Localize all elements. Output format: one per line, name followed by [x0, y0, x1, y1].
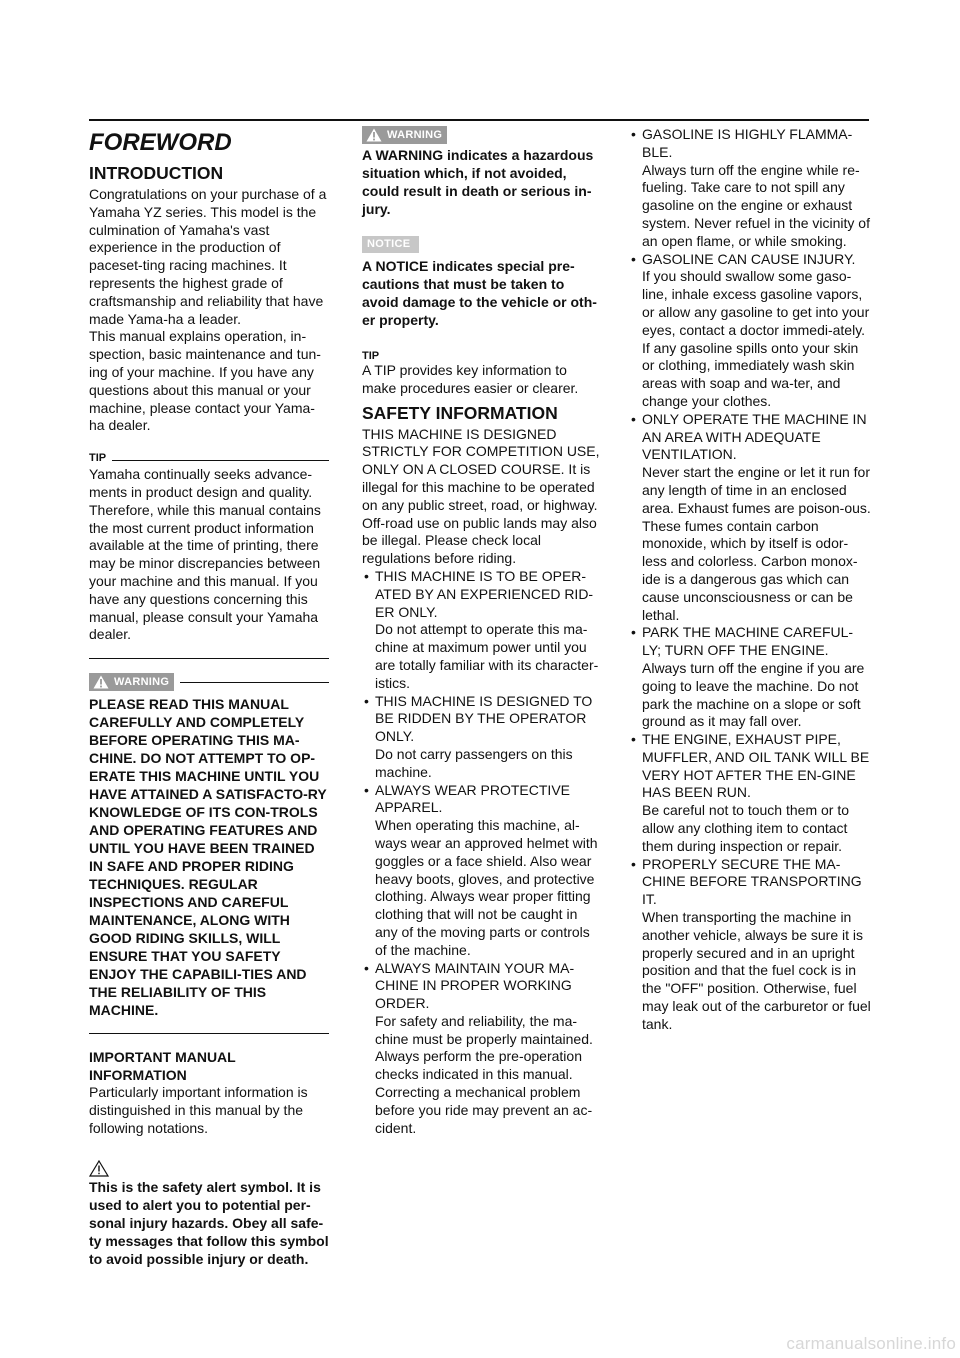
list-item-body: Never start the engine or let it run for any length of time in an enclosed area. Exhaust fumes are poison-ous. These fumes contain carbon monoxide, which by itself is odor-less and colorless. Carbon monox-ide is a dangerous gas which can cause unconsciousness or can be lethal.	[642, 464, 871, 623]
watermark-link[interactable]: carmanualsonline.info	[786, 1334, 956, 1353]
list-item	[629, 411, 871, 625]
list-item-head: • THIS MACHINE IS TO BE OPER-ATED BY AN EXPERIENCED RID-ER ONLY.	[375, 567, 594, 620]
warning-badge-label: WARNING	[114, 676, 170, 689]
tip-label: TIP	[89, 452, 107, 465]
tip-end-rule	[89, 658, 329, 659]
list-item-body: When transporting the machine in another vehicle, always be sure it is properly secured and in an upright position and that the fuel cock is in the "OFF" position. Otherwise, fuel may leak out of the carburetor or fuel tank.	[642, 909, 871, 1032]
tip-definition: A TIP provides key information to make procedures easier or clearer.	[362, 362, 579, 396]
tip-text: Yamaha continually seeks advance-ments in product design and quality. Therefore, while this manual contains the most current product information available at the time of printing, there may be minor discrepancies between your machine and this manual. If you have any questions concerning this manual, please consult your Yamaha dealer.	[89, 466, 321, 643]
introduction-paragraph-1: Congratulations on your purchase of a Yamaha YZ series. This model is the culmination of Yamaha's vast experience in the production of paceset-ting racing machines. It represents the highest grade of craftsmanship and reliability that have made Yama-ha a leader.	[89, 186, 327, 327]
warning-text: PLEASE READ THIS MANUAL CAREFULLY AND COMPLETELY BEFORE OPERATING THIS MA-CHINE. DO NOT ATTEMPT TO OP-ERATE THIS MACHINE UNTIL YOU HAVE ATTAINED A SATISFACTO-RY KNOWLEDGE OF ITS CON-TROLS AND OPERATING FEATURES AND UNTIL YOU HAVE BEEN TRAINED IN SAFE AND PROPER RIDING TECHNIQUES. REGULAR INSPECTIONS AND CAREFUL MAINTENANCE, ALONG WITH GOOD RIDING SKILLS, WILL ENSURE THAT YOU SAFETY ENJOY THE CAPABILI-TIES AND THE RELIABILITY OF THIS MACHINE.	[89, 696, 327, 1019]
list-item-head: • GASOLINE CAN CAUSE INJURY.	[642, 250, 856, 267]
important-manual-text: Particularly important information is distinguished in this manual by the following notations.	[89, 1084, 308, 1136]
notice-badge: NOTICE	[362, 236, 419, 253]
list-item-head: • PROPERLY SECURE THE MA-CHINE BEFORE TRANSPORTING IT.	[642, 855, 862, 908]
list-item	[629, 624, 871, 731]
warning-rule	[180, 682, 329, 683]
list-item-body: For safety and reliability, the ma-chine must be properly maintained. Always perform the pre-operation checks indicated in this manual. Correcting a mechanical problem before you ride may prevent an ac-cident.	[375, 1012, 593, 1136]
column-right	[629, 126, 871, 1034]
top-rule	[89, 119, 869, 121]
introduction-heading: INTRODUCTION	[89, 163, 224, 183]
safety-list-right	[629, 126, 871, 1034]
list-item-head: • ALWAYS MAINTAIN YOUR MA-CHINE IN PROPER WORKING ORDER.	[375, 959, 575, 1012]
list-item	[362, 693, 602, 782]
notice-definition: A NOTICE indicates special pre-cautions that must be taken to avoid damage to the vehicle or oth-er property.	[362, 258, 597, 328]
list-item	[629, 251, 871, 411]
list-item	[362, 782, 602, 960]
list-item-body: Always turn off the engine if you are going to leave the machine. Do not park the machine on a slope or soft ground as it may fall over.	[642, 659, 865, 730]
list-item	[629, 126, 871, 251]
list-item-body: Do not carry passengers on this machine.	[375, 745, 573, 780]
list-item	[362, 568, 602, 693]
list-item-head: • THE ENGINE, EXHAUST PIPE, MUFFLER, AND OIL TANK WILL BE VERY HOT AFTER THE EN-GINE HAS BEEN RUN.	[642, 731, 870, 801]
list-item-head: • PARK THE MACHINE CAREFUL-LY; TURN OFF THE ENGINE.	[642, 624, 854, 659]
introduction-paragraph-2: This manual explains operation, in-spection, basic maintenance and tun-ing of your machine. If you have any questions about this manual or your machine, please contact your Yama-ha dealer.	[89, 328, 321, 434]
warning-badge	[89, 673, 174, 691]
list-item-body: When operating this machine, al-ways wear an approved helmet with goggles or a face shield. Also wear heavy boots, gloves, and protective clothing. Always wear proper fitting clothing that will not be caught in any of the moving parts or controls of the machine.	[375, 817, 598, 958]
page-title: FOREWORD	[89, 129, 232, 156]
list-item-body: Always turn off the engine while re-fueling. Take care to not spill any gasoline on the engine or exhaust system. Never refuel in the vicinity of an open flame, or while smoking.	[642, 161, 870, 249]
list-item-head: • THIS MACHINE IS DESIGNED TO BE RIDDEN BY THE OPERATOR ONLY.	[375, 692, 593, 745]
column-middle	[362, 126, 602, 1137]
warning-triangle-icon	[366, 128, 382, 142]
list-item-head: • ONLY OPERATE THE MACHINE IN AN AREA WITH ADEQUATE VENTILATION.	[642, 410, 867, 463]
safety-list-middle	[362, 568, 602, 1138]
safety-alert-symbol	[89, 1160, 329, 1178]
list-item-body: Be careful not to touch them or to allow any clothing item to contact them during inspection or repair.	[642, 802, 850, 854]
safety-information-heading: SAFETY INFORMATION	[362, 402, 558, 423]
list-item	[629, 856, 871, 1034]
tip-label-2: TIP	[362, 350, 380, 362]
important-manual-heading: IMPORTANT MANUAL INFORMATION	[89, 1049, 236, 1084]
safety-intro: THIS MACHINE IS DESIGNED STRICTLY FOR COMPETITION USE, ONLY ON A CLOSED COURSE. It is illegal for this machine to be operated on any public street, road, or highway. Off-road use on public lands may also be illegal. Please check local regulations before riding.	[362, 425, 600, 567]
safety-alert-text: This is the safety alert symbol. It is used to alert you to potential per-sonal injury hazards. Obey all safe-ty messages that follow this symbol to avoid possible injury or death.	[89, 1178, 329, 1267]
warning-badge-2	[362, 126, 447, 144]
tip-rule	[112, 460, 329, 461]
warning-badge-label: WARNING	[387, 129, 443, 141]
tip-header	[89, 453, 329, 464]
list-item-head: • ALWAYS WEAR PROTECTIVE APPAREL.	[375, 781, 570, 816]
list-item-body: Do not attempt to operate this ma-chine at maximum power until you are totally familiar with its character-istics.	[375, 621, 599, 691]
column-left	[89, 126, 329, 1268]
warning-header-2	[362, 126, 602, 144]
list-item	[362, 960, 602, 1138]
list-item-head: • GASOLINE IS HIGHLY FLAMMA-BLE.	[642, 126, 853, 160]
warning-end-rule	[89, 1033, 329, 1034]
warning-definition: A WARNING indicates a hazardous situation which, if not avoided, could result in death or serious in-jury.	[362, 147, 594, 217]
list-item	[629, 731, 871, 856]
warning-triangle-icon	[93, 675, 109, 689]
list-item-body: If you should swallow some gaso-line, inhale excess gasoline vapors, or allow any gasoline to get into your eyes, contact a doctor immedi-ately. If any gasoline spills onto your skin or clothing, immediately wash skin areas with soap and wa-ter, and change your clothes.	[642, 268, 870, 409]
warning-header	[89, 673, 329, 691]
alert-triangle-icon	[89, 1160, 109, 1177]
